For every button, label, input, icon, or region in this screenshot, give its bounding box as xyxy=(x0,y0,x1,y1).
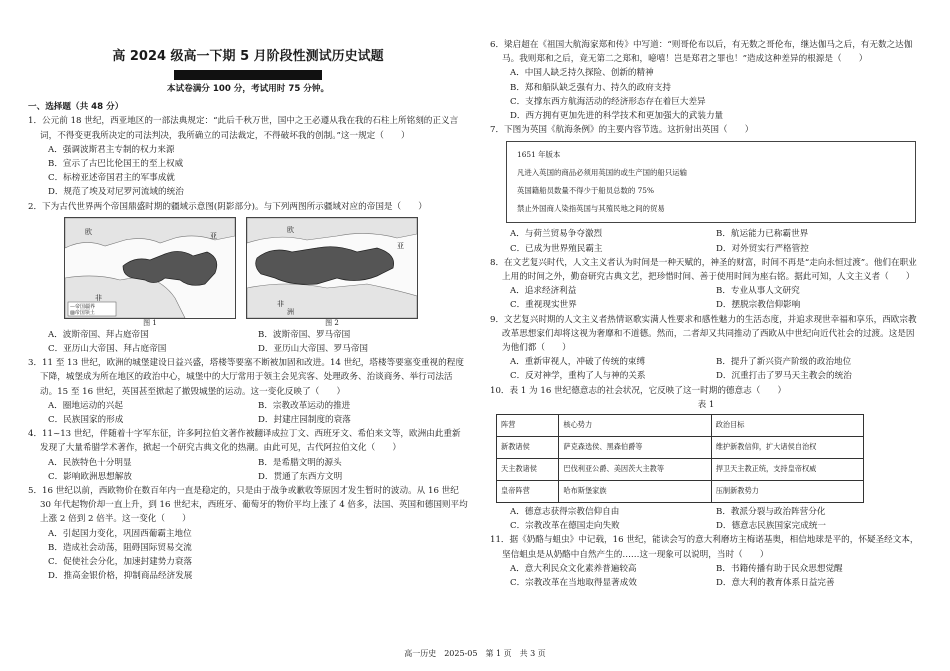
table-header: 阵营 xyxy=(497,415,559,437)
empire-map-1 xyxy=(64,217,236,319)
option-a[interactable]: A．意大利民众文化素养普遍较高 xyxy=(510,563,637,574)
question-3 xyxy=(28,356,468,427)
map2-label-zhou: 洲 xyxy=(287,307,294,316)
table-cell: 哈布斯堡家族 xyxy=(559,481,711,503)
option-d[interactable]: D．摆脱宗教信仰影响 xyxy=(716,300,801,311)
empire-map-2 xyxy=(246,217,418,319)
question-stem: 11．据《奶酪与蛆虫》中记载，16 世纪，能读会写的意大利磨坊主梅诺基奥，相信地球是平的，怀疑圣经文本，坚信蛆虫是从奶酪中自然产生的……这一现象可以说明，当时（ ） xyxy=(490,535,919,560)
option-b[interactable]: B．专业从事人文研究 xyxy=(716,286,800,297)
table-cell: 捍卫天主教正统，支持皇帝权威 xyxy=(711,459,863,481)
option-c[interactable]: C．反对神学，重构了人与神的关系 xyxy=(510,371,646,382)
table-header: 政治目标 xyxy=(711,415,863,437)
option-a[interactable]: A．民族特色十分明显 xyxy=(48,457,132,468)
option-d[interactable]: D．推高金银价格，抑制商品经济发展 xyxy=(48,571,193,582)
option-b[interactable]: B．宣示了古巴比伦国王的至上权威 xyxy=(48,159,184,170)
option-c[interactable]: C．重视现实世界 xyxy=(510,300,577,311)
table-cell: 天主教诸侯 xyxy=(497,459,559,481)
option-b[interactable]: B．提升了新兴资产阶级的政治地位 xyxy=(716,357,852,368)
question-stem: 3．11 至 13 世纪，欧洲的城堡建设日益兴盛，塔楼等要塞不断被加固和改进。14 世纪，塔楼等要塞变重视的程度下降，城堡成为所在地区的政治中心，城堡中的大厅常用于领主会见宾客、处理政务、治谈商务、举行司法活动。15 至 16 世纪，英国甚至掀起了撤毁城堡的运动。这一变化反映了（ ） xyxy=(28,358,464,397)
map2-caption: 图 2 xyxy=(325,318,339,327)
option-a[interactable]: A．波斯帝国、拜占庭帝国 xyxy=(48,329,149,340)
option-c[interactable]: C．已成为世界殖民霸主 xyxy=(510,243,603,254)
exam-subtitle: 本试卷满分 100 分，考试用时 75 分钟。 xyxy=(166,84,330,94)
option-c[interactable]: C．影响欧洲思想解放 xyxy=(48,471,132,482)
box-line: 凡进入英国的商品必须用英国的或生产国的船只运输 xyxy=(517,168,687,178)
box-line: 英国籍船员数量不得少于船员总数的 75% xyxy=(517,186,655,196)
option-d[interactable]: D．亚历山大帝国、罗马帝国 xyxy=(258,344,369,355)
left-column xyxy=(28,0,468,583)
right-column xyxy=(490,38,922,590)
option-b[interactable]: B．航运能力已称霸世界 xyxy=(716,229,809,240)
map1-label-af: 非 xyxy=(95,293,102,302)
table-cell: 维护新教信仰，扩大诸侯自治权 xyxy=(711,437,863,459)
question-6 xyxy=(490,38,922,123)
table-row xyxy=(497,481,864,503)
box-line: 1651 年版本 xyxy=(517,150,561,160)
table-cell: 萨克森选侯、黑森伯爵等 xyxy=(559,437,711,459)
option-a[interactable]: A．重新审视人，冲破了传统的束缚 xyxy=(510,357,646,368)
option-c[interactable]: C．宗教改革在当地取得显著成效 xyxy=(510,578,637,589)
box-line: 禁止外国商人染指英国与其殖民地之间的贸易 xyxy=(517,204,665,214)
table-title: 表 1 xyxy=(697,399,715,410)
faction-table xyxy=(496,414,864,503)
question-9 xyxy=(490,313,922,384)
question-stem: 9．文艺复兴时期的人文主义者热情讴歌实满人性要求和感性魅力的生活态度，并追求现世幸福和享乐，西欧宗教改革思想家们却将这视为奢靡和不道德。然而，二者却又共同推动了西欧从中世纪向近代社会的过渡。这是因为他们都（ ） xyxy=(490,314,917,354)
option-b[interactable]: B．是希腊文明的源头 xyxy=(258,457,342,468)
question-11 xyxy=(490,533,922,590)
option-a[interactable]: A．与荷兰贸易争夺激烈 xyxy=(510,229,603,240)
option-d[interactable]: D．贯通了东西方文明 xyxy=(258,471,343,482)
question-8 xyxy=(490,256,922,313)
option-c[interactable]: C．标榜亚述帝国君主的军事成就 xyxy=(48,173,175,184)
option-d[interactable]: D．西方拥有更加先进的科学技术和更加强大的武装力量 xyxy=(510,111,724,122)
option-d[interactable]: D．对外贸实行严格管控 xyxy=(716,243,809,254)
question-4 xyxy=(28,427,468,484)
question-stem: 5．16 世纪以前，西欧物价在数百年内一直是稳定的，只是由于战争或歉收等原因才发生暂时的波动。从 16 世纪 30 年代起物价却一直上升，到 16 世纪末，西班牙、葡萄牙的物价平均上涨了 4 倍多，法国、英国和德国则平均上涨 2 倍到 2 倍半。这一变化（ ） xyxy=(28,486,468,525)
option-a[interactable]: A．圈地运动的兴起 xyxy=(48,400,123,411)
option-d[interactable]: D．沉重打击了罗马天主教会的统治 xyxy=(716,371,852,382)
option-a[interactable]: A．引起国力变化，巩固西葡霸主地位 xyxy=(48,528,192,539)
navigation-acts-box xyxy=(506,141,916,223)
option-b[interactable]: B．造成社会动荡，阻碍国际贸易交流 xyxy=(48,542,192,553)
table-cell: 皇帝阵营 xyxy=(497,481,559,503)
option-a[interactable]: A．中国人缺乏持久探险、创新的精神 xyxy=(510,68,654,79)
map1-label-eu: 欧 xyxy=(85,227,92,236)
redaction-bar xyxy=(174,70,322,80)
option-b[interactable]: B．书籍传播有助于民众思想觉醒 xyxy=(716,563,843,574)
legend-territory: ▨帝国领土 xyxy=(70,309,95,316)
page-footer: 高一历史 2025-05 第 1 页 共 3 页 xyxy=(404,649,546,658)
option-b[interactable]: B．教派分裂与政治阵营分化 xyxy=(716,507,826,518)
option-a[interactable]: A．强调波斯君主专制的权力来源 xyxy=(48,144,175,155)
question-stem: 7．下图为英国《航海条例》的主要内容节选。这折射出英国（ ） xyxy=(490,125,754,136)
table-header-row xyxy=(497,415,864,437)
option-c[interactable]: C．促使社会分化，加速封建势力衰落 xyxy=(48,557,193,568)
option-d[interactable]: D．德意志民族国家完成统一 xyxy=(716,521,827,532)
option-b[interactable]: B．宗教改革运动的推进 xyxy=(258,400,351,411)
question-stem: 8．在文艺复兴时代，人文主义者认为时间是一种天赋的，神圣的财富，时间不再是“走向永恒过渡”。他们在职业上用的时间之外，勤奋研究古典文艺，把珍惜时间、善于使用时间为座右铭。据此可知，人文主义者（ ） xyxy=(490,257,917,283)
question-1 xyxy=(28,114,468,199)
option-a[interactable]: A．德意志获得宗教信仰自由 xyxy=(510,507,620,518)
map1-caption: 图 1 xyxy=(143,318,157,327)
question-2 xyxy=(28,200,468,357)
map-figures xyxy=(64,217,468,319)
question-stem: 10．表 1 为 16 世纪德意志的社会状况，它反映了这一时期的德意志（ ） xyxy=(490,385,787,396)
table-cell: 新教诸侯 xyxy=(497,437,559,459)
option-d[interactable]: D．意大利的教育体系日益完善 xyxy=(716,578,835,589)
exam-title: 高 2024 级高一下期 5 月阶段性测试历史试题 xyxy=(112,49,384,64)
question-stem: 6．梁启超在《祖国大航海家郑和传》中写道：“则哥伦布以后，有无数之哥伦布，继达伽马之后，有无数之达伽马。我则郑和之后，竟无第二之郑和，噫嘻！岂是郑君之罪也！”造成这种差异的根源是（ ） xyxy=(490,40,913,65)
option-d[interactable]: D．封建庄园制度的衰落 xyxy=(258,415,351,426)
map1-label-as: 亚 xyxy=(210,231,217,240)
map2-label-eu: 欧 xyxy=(287,225,294,234)
map2-label-af: 非 xyxy=(277,299,284,308)
table-row xyxy=(497,459,864,481)
question-stem: 4．11~13 世纪，伴随着十字军东征，许多阿拉伯文著作被翻译成拉丁文、西班牙文、希伯来文等，欧洲由此重新发现了大量希腊学术著作，掀起一个研究古典文化的热潮。由此可见，古代阿拉伯文化（ ） xyxy=(28,429,461,454)
table-cell: 巴伐利亚公爵、美因茨大主教等 xyxy=(559,459,711,481)
table-cell: 压制新教势力 xyxy=(711,481,863,503)
option-d[interactable]: D．规范了埃及对尼罗河流域的统治 xyxy=(48,187,184,198)
option-c[interactable]: C．亚历山大帝国、拜占庭帝国 xyxy=(48,344,167,355)
option-c[interactable]: C．民族国家的形成 xyxy=(48,415,124,426)
table-header: 核心势力 xyxy=(559,415,711,437)
map2-label-as: 亚 xyxy=(397,241,404,250)
option-a[interactable]: A．追求经济利益 xyxy=(510,286,577,297)
table-row xyxy=(497,437,864,459)
option-b[interactable]: B．郑和船队缺乏强有力、持久的政府支持 xyxy=(510,82,672,93)
option-c[interactable]: C．宗教改革在德国走向失败 xyxy=(510,521,620,532)
question-10 xyxy=(490,384,922,534)
option-c[interactable]: C．支撑东西方航海活动的经济形态存在着巨大差异 xyxy=(510,96,706,107)
question-stem: 2．下为古代世界两个帝国鼎盛时期的疆域示意图(阴影部分)。与下列两图所示疆域对应的帝国是（ ） xyxy=(28,201,427,212)
option-b[interactable]: B．波斯帝国、罗马帝国 xyxy=(258,329,351,340)
legend-border: —帝国疆界 xyxy=(70,303,96,310)
question-stem: 1．公元前 18 世纪，西亚地区的一部法典规定：“此后千秋万世，国中之王必遵从我在我的石柱上所铭刻的正义言词，不得变更我所决定的司法判决，我所确立的司法裁定，不得破坏我的创制。”这一规定（ ） xyxy=(28,116,459,141)
question-5 xyxy=(28,484,468,583)
section-heading: 一、选择题（共 48 分） xyxy=(28,102,124,113)
question-7 xyxy=(490,123,922,256)
